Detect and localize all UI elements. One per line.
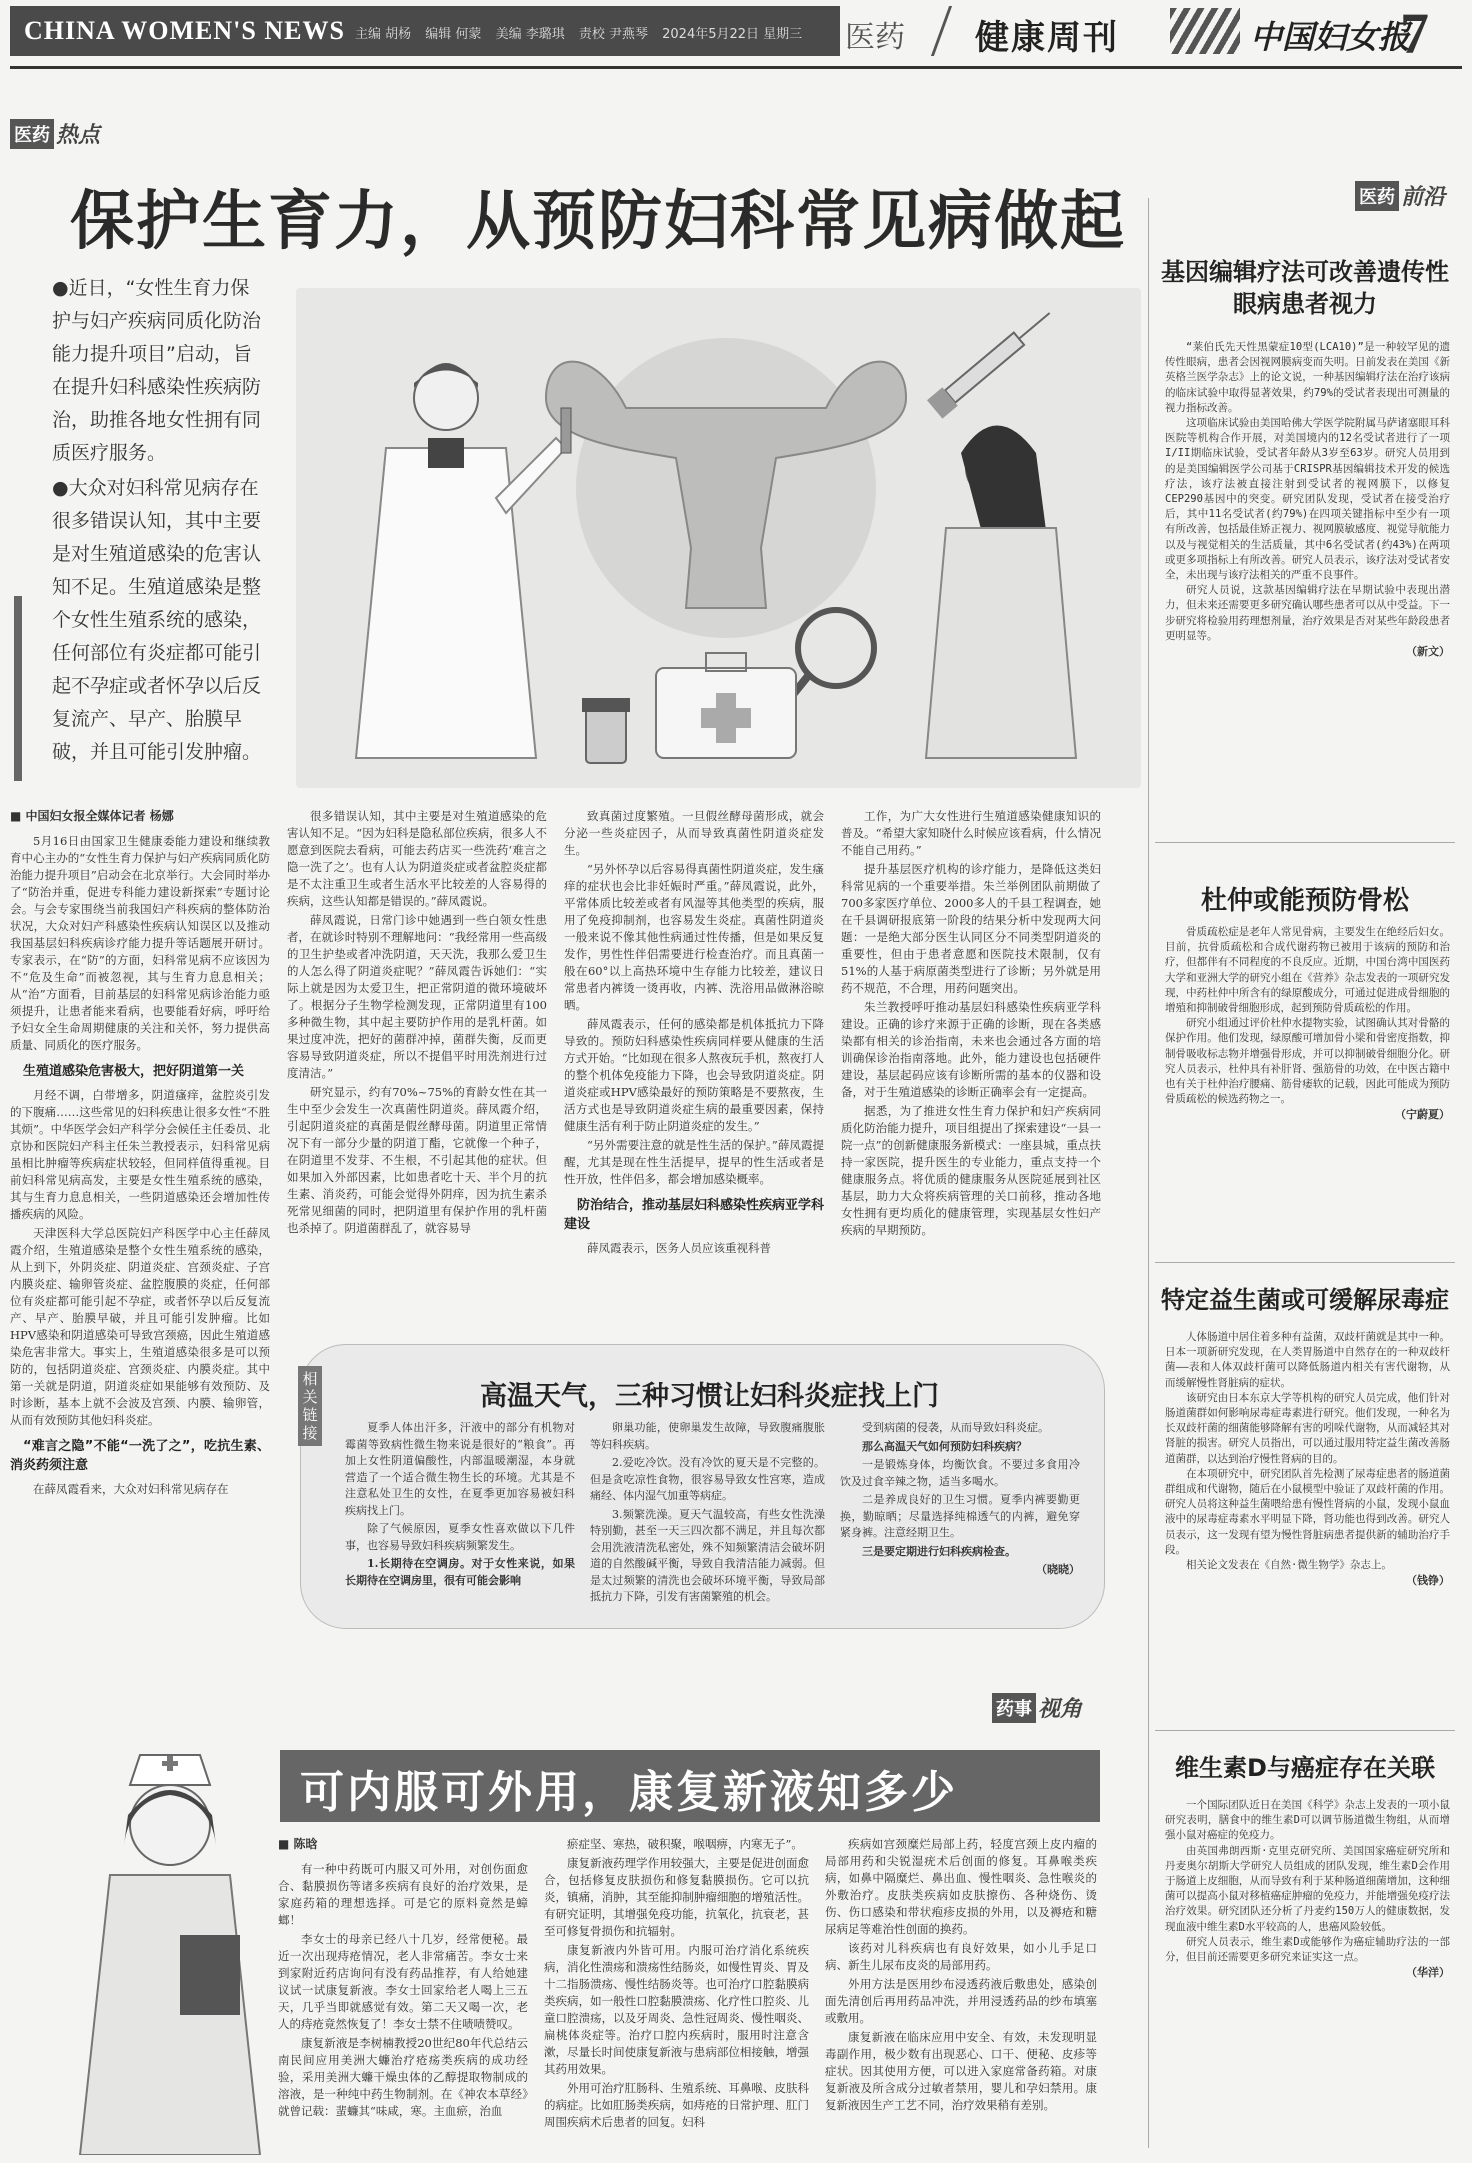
related-col3-p1: 受到病菌的侵袭，从而导致妇科炎症。: [862, 1421, 1049, 1434]
related-label: 相关链接: [298, 1366, 322, 1446]
nurse-svg: [70, 1745, 270, 2155]
second-col2-p1: 瘀症坚、寒热，破积聚，喉咽痹，内寒无子”。: [567, 1837, 803, 1851]
rail2-source: （宁蔚夏）: [1395, 1108, 1450, 1122]
tag-view-b: 视角: [1038, 1697, 1083, 1722]
related-source: （晓晓）: [1036, 1563, 1080, 1576]
lead-column-1: [10, 808, 270, 1808]
related-col1-p2: 除了气候原因，夏季女性喜欢做以下几件事，也容易导致妇科疾病频繁发生。: [345, 1522, 575, 1552]
rail-story-3: [1165, 1330, 1450, 1720]
rail-story-1: [1165, 340, 1450, 830]
lede-point-2: ●大众对妇科常见病存在很多错误认知，其中主要是对生殖道感染的危害认知不足。生殖道感染是整个女性生殖系统的感染，任何部位有炎症都可能引起不孕症或者怀孕以后反复流产、早产、胎膜早破，并且可能引发肿瘤。: [52, 477, 262, 763]
lead-column-2: [287, 808, 547, 1328]
lead-col1-p3: 天津医科大学总医院妇产科医学中心主任薛凤霞介绍，生殖道感染是整个女性生殖系统的感染，从上到下，外阴炎症、阴道炎症、宫颈炎症、子宫内膜炎症、输卵管炎症、盆腔腹膜的炎症，任何部位有炎症都可能引起不孕症，或者怀孕以后反复流产、早产、胎膜早破，并且可能引发肿瘤。比如HPV感染和阴道感染可导致宫颈癌，因此生殖道感染危害非常大。事实上，生殖道感染很多是可以预防的，包括阴道炎症、宫颈炎症、内膜炎症。其中第一关就是阴道，阴道炎症如果能够有效预防、及时诊断，基本上就不会波及宫颈、内膜、输卵管，从而有效预防其他妇科炎症。: [10, 1226, 270, 1427]
lead-col2-p1: 很多错误认知，其中主要是对生殖道感染的危害认知不足。“因为妇科是隐私部位疾病，很多人不愿意到医院去看病，可能去药店买一些洗药‘难言之隐一洗了之’。也有人认为阴道炎症或者盆腔炎症都是不太注重卫生或者生活水平比较差的人容易得的疾病，这些认知都是错误的。”薛凤霞说。: [287, 809, 547, 908]
rail-story-2: [1165, 925, 1450, 1275]
lead-col4-p4: 据悉，为了推进女性生育力保护和妇产疾病同质化防治能力提升，项目组提出了探索建设“一县一院一点”的创新健康服务新模式：一座县城，重点扶持一家医院，提升医生的专业能力，重点支持一个健康服务点。将优质的健康服务从医院延展到社区基层，助力大众将疾病管理的关口前移，推动各地女性拥有更均质化的健康管理，实现基层女性妇产疾病的早期预防。: [841, 1104, 1101, 1237]
rail-divider: [1148, 198, 1149, 2148]
patient-figure: [926, 426, 1076, 759]
lead-summary: [52, 272, 264, 771]
tag-view: [992, 1692, 1082, 1723]
test-tube-icon: [561, 408, 571, 453]
meta-date: 2024年5月22日 星期三: [662, 27, 803, 42]
second-col3-p3: 外用方法是医用纱布浸透药液后敷患处，感染创面先清创后再用药品冲洗，并用浸透药品的纱布填塞或敷用。: [825, 1977, 1097, 2025]
lead-col1-p1: 5月16日由国家卫生健康委能力建设和继续教育中心主办的“女性生育力保护与妇产疾病同质化防治能力提升项目”启动会在北京举行。大会同时举办了“防治并重，促进专科能力建设新探索”专题讨论会。与会专家围绕当前我国妇产科疾病的整体防治状况，大众对妇产科感染性疾病认知误区以及推动我国基层妇科疾病诊疗能力提升等话题展开研讨。专家表示，在“防”的方面，妇科常见病不应该因为不“危及生命”而被忽视，其与生育力息息相关；从“治”方面看，目前基层的妇科常见病诊治能力亟须提升，让患者能来看病，也要能看好病，呼吁给予妇女全生命周期健康的关注和关怀，努力提供高质量、同质化的医疗服务。: [10, 834, 270, 1052]
related-col3-p5: 三是要定期进行妇科疾病检查。: [862, 1544, 1016, 1558]
lead-subhead-3: 防治结合，推动基层妇科感染性疾病亚学科建设: [564, 1198, 824, 1232]
lede-accent-bar: [14, 596, 22, 781]
rail-sep-1: [1155, 842, 1455, 843]
rail1-p3: 研究人员说，这款基因编辑疗法在早期试验中表现出潜力，但未来还需要更多研究确认哪些患者可以从中受益。下一步研究将检验用药理想剂量，治疗效果是否对某些年龄段患者更明显等。: [1165, 584, 1450, 642]
second-col1-p2: 李女士的母亲已经八十几岁，经常便秘。最近一次出现痔疮情况，老人非常痛苦。李女士来到家附近药店询问有没有药品推荐，有人给她建议试一试康复新液。李女士回家给老人喝上三五天，几乎当即就感觉有效。第二天又喝一次，老人的痔疮竟然恢复了！李女士禁不住啧啧赞叹。: [278, 1932, 528, 2031]
paper-name-en: CHINA WOMEN'S NEWS: [24, 16, 345, 45]
related-col3-p4: 二是养成良好的卫生习惯。夏季内裤要勤更换，勤晾晒；尽量选择纯棉透气的内裤，避免穿紧身裤。注意经期卫生。: [840, 1493, 1080, 1539]
related-col2-p1: 卵巢功能，使卵巢发生故障，导致腹痛腹胀等妇科疾病。: [590, 1421, 825, 1451]
second-column-1: [278, 1836, 528, 2156]
rail-headline-1: 基因编辑疗法可改善遗传性眼病患者视力: [1161, 258, 1449, 318]
meta-editor-in-chief: 主编 胡杨: [355, 27, 412, 42]
meta-art-editor: 美编 李璐琪: [495, 27, 565, 42]
second-column-3: [825, 1836, 1097, 2156]
lead-col3-p1: 致真菌过度繁殖。一旦假丝酵母菌形成，就会分泌一些炎症因子，从而导致真菌性阴道炎症发生。: [564, 809, 824, 857]
lead-illustration: [296, 288, 1141, 788]
rail3-p2: 该研究由日本东京大学等机构的研究人员完成，他们针对肠道菌群如何影响尿毒症毒素进行研究。他们发现，一种名为长双歧杆菌的细菌能够降解有害的吲哚代谢物，从而减轻其对肾脏的损害。研究人员指出，可以通过服用特定益生菌改善肠道菌群，以达到治疗慢性肾病的目的。: [1165, 1391, 1450, 1465]
lead-column-4: [841, 808, 1101, 1328]
divider-slash: [931, 6, 979, 56]
lead-col2-p2: 薛凤霞说，日常门诊中她遇到一些白领女性患者，在就诊时特别不理解地问：“我经常用一些高级的卫生护垫或者冲洗阴道，天天洗，我那么爱卫生的人怎么得了阴道炎症呢？”薛凤霞告诉她们：“实际上就是因为太爱卫生，把正常阴道的微环境破坏了。根据分子生物学检测发现，正常阴道里有100多种微生物，其中起主要防护作用的是乳杆菌。如果过度冲洗，把好的菌群冲掉，菌群失衡，反而更容易导致阴道炎症，所以不提倡平时用洗剂进行过度清洁。”: [287, 913, 547, 1080]
medical-kit-icon: [656, 653, 796, 758]
masthead: [10, 1, 1462, 66]
rail3-p1: 人体肠道中居住着多种有益菌，双歧杆菌就是其中一种。日本一项新研究发现，在人类胃肠道中自然存在的一种双歧杆菌——表和人体双歧杆菌可以降低肠道内相关有害代谢物，从而缓解慢性肾脏病的症状。: [1165, 1331, 1450, 1389]
lead-column-3: [564, 808, 824, 1328]
second-column-2: [544, 1836, 809, 2156]
clipboard-icon: [180, 1935, 240, 2015]
rail-headline-3: 特定益生菌或可缓解尿毒症: [1161, 1286, 1449, 1314]
rail4-p2: 由英国弗朗西斯·克里克研究所、美国国家癌症研究所和丹麦奥尔胡斯大学研究人员组成的团队发现，维生素D会作用于肠道上皮细胞，从而导致有利于某种肠道细菌增加，这种细菌可以提高小鼠对移植癌症肿瘤的免疫力，并能增强免疫疗法治疗效果。研究团队还分析了丹麦约150万人的健康数据，发现血液中维生素D水平较高的人，患癌风险较低。: [1165, 1844, 1450, 1933]
lead-headline: 保护生育力，从预防妇科常见病做起: [70, 185, 1126, 259]
related-col1-p3: 1.长期待在空调房。对于女性来说，如果长期待在空调房里，很有可能会影响: [345, 1557, 575, 1587]
tag-hot-a: 医药: [10, 119, 54, 149]
rail3-p3: 在本项研究中，研究团队首先检测了尿毒症患者的肠道菌群组成和代谢物，随后在小鼠模型中验证了双歧杆菌的作用。研究人员将这种益生菌喂给患有慢性肾病的小鼠，发现小鼠血液中的尿毒症毒素水平明显下降，肾功能也得到改善。研究人员表示，这一发现有望为慢性肾脏病患者提供新的辅助治疗手段。: [1165, 1467, 1450, 1556]
rail4-p1: 一个国际团队近日在美国《科学》杂志上发表的一项小鼠研究表明，膳食中的维生素D可以调节肠道微生物组，从而增强小鼠对癌症的免疫力。: [1165, 1799, 1450, 1842]
rail3-p4: 相关论文发表在《自然·微生物学》杂志上。: [1186, 1559, 1392, 1572]
lead-col1-p2: 月经不调，白带增多，阴道瘙痒，盆腔炎引发的下腹痛……这些常见的妇科疾患让很多女性“不胜其烦”。中华医学会妇产科学分会候任主任委员、北京协和医院妇产科主任朱兰教授表示，妇科常见病虽相比肿瘤等疾病症状较轻，但同样值得重视。目前妇科常见病高发，主要是女性生殖系统的感染，其与生育力息息相关，一些阴道感染还会增加性传播疾病的风险。: [10, 1088, 270, 1221]
second-col2-p4: 外用可治疗肛肠科、生殖系统、耳鼻喉、皮肤科的病症。比如肛肠类疾病，如痔疮的日常护理、肛门周围疾病术后患者的回复。妇科: [544, 2081, 809, 2129]
second-byline: ■ 陈晗: [278, 1836, 528, 1853]
related-column-2: [590, 1420, 825, 1615]
lead-col4-p3: 朱兰教授呼吁推动基层妇科感染性疾病亚学科建设。正确的诊疗来源于正确的诊断，现在各类感染都有相关的诊治指南，未来也会通过各方面的培训确保诊治指南落地。此外，能力建设也包括硬件建设，基层起码应该有诊断所需的基本的仪器和设备，对于生殖道感染的诊断正确率会有一定提高。: [841, 1000, 1101, 1099]
tag-front: [1355, 180, 1445, 211]
section-name: 医药: [845, 20, 905, 55]
rail2-p1: 骨质疏松症是老年人常见骨病，主要发生在绝经后妇女。目前，抗骨质疏松和合成代谢药物已被用于该病的预防和治疗，但都伴有不同程度的不良反应。近期，中国台湾中国医药大学和亚洲大学的研究小组在《营养》杂志发表的一项研究发现，中药杜仲中所含有的绿原酸成分，可通过促进成骨细胞的增殖和抑制破骨细胞形成，起到预防骨质疏松的作用。: [1165, 926, 1450, 1015]
rail-sep-2: [1155, 1262, 1455, 1263]
related-col2-p2: 2.爱吃冷饮。没有冷饮的夏天是不完整的。但是贪吃凉性食物，很容易导致女性宫寒，造成痛经、体内湿气加重等病症。: [590, 1456, 825, 1502]
illustration-svg: [296, 288, 1141, 788]
tag-hot-b: 热点: [56, 123, 101, 148]
rail3-source: （钱铮）: [1406, 1574, 1450, 1588]
related-column-3: [840, 1420, 1080, 1615]
syringe-icon: [927, 304, 1057, 419]
lead-subhead-1: 生殖道感染危害极大，把好阴道第一关: [23, 1064, 245, 1079]
doctor-figure: [356, 363, 571, 758]
decorative-stripes: [1170, 8, 1240, 54]
second-col1-p3: 康复新液是李树楠教授20世纪80年代总结云南民间应用美洲大蠊治疗疮疡类疾病的成功经验，采用美洲大蠊干燥虫体的乙醇提取物制成的溶液，是一种纯中药生物制剂。在《神农本草经》就曾记载：蜚蠊其“味咸，寒。主血瘀，治血: [278, 2036, 528, 2118]
supplement-name: 健康周刊: [975, 18, 1119, 58]
lead-col3-p4: “另外需要注意的就是性生活的保护。”薛凤霞提醒，尤其是现在性生活提早，提早的性生活或者是性开放，性伴侣多，都会增加感染概率。: [564, 1138, 824, 1186]
rail4-p3: 研究人员表示，维生素D或能够作为癌症辅助疗法的一部分，但目前还需要更多研究来证实这一点。: [1165, 1935, 1450, 1964]
edition-meta: [355, 23, 812, 42]
tag-front-b: 前沿: [1401, 185, 1446, 210]
tag-hot: [10, 118, 100, 149]
tag-front-a: 医药: [1355, 181, 1399, 211]
lead-subhead-2: “难言之隐”不能“一洗了之”，吃抗生素、消炎药须注意: [10, 1439, 270, 1473]
related-column-1: [345, 1420, 575, 1615]
lead-col3-p3: 薛凤霞表示，任何的感染都是机体抵抗力下降导致的。预防妇科感染性疾病同样要从健康的生活方式开始。“比如现在很多人熬夜玩手机，熬夜打人的整个机体免疫能力下降，也会导致阴道炎症。阴道炎症或HPV感染最好的预防策略是不要熬夜，生活方式也是导致阴道炎症生病的最重要因素，保持健康生活有利于防止阴道炎症的发生。”: [564, 1017, 824, 1133]
lead-col4-p1: 工作，为广大女性进行生殖道感染健康知识的普及。“希望大家知晓什么时候应该看病，什么情况不能自己用药。”: [841, 809, 1101, 857]
related-col3-p3: 一是锻炼身体，均衡饮食。不要过多食用冷饮及过食辛辣之物，适当多喝水。: [840, 1458, 1080, 1488]
pill-bottle-icon: [582, 698, 630, 763]
paper-logo: 中国妇女报: [1250, 18, 1411, 56]
lede-point-1: ●近日，“女性生育力保护与妇产疾病同质化防治能力提升项目”启动，旨在提升妇科感染性疾病防治，助推各地女性拥有同质医疗服务。: [52, 277, 262, 464]
rail-headline-4: 维生素D与癌症存在关联: [1175, 1754, 1435, 1782]
second-col2-p3: 康复新液内外皆可用。内服可治疗消化系统疾病，消化性溃疡和溃疡性结肠炎，如慢性胃炎、胃及十二指肠溃疡、慢性结肠炎等。也可治疗口腔黏膜病类疾病，如一般性口腔黏膜溃疡、化疗性口腔炎、儿童口腔溃疡，以及牙周炎、急性冠周炎、慢性咽炎、扁桃体炎症等。治疗口腔内疾病时，服用时注意含漱，尽量长时间使康复新液与患病部位相接触，增强其药用效果。: [544, 1943, 809, 2076]
second-col3-p2: 该药对儿科疾病也有良好效果，如小儿手足口病、新生儿尿布皮炎的局部用药。: [825, 1941, 1097, 1972]
lead-col1-p4: 在薛凤霞看来，大众对妇科常见病存在: [33, 1482, 229, 1496]
lead-col2-p3: 研究显示，约有70%~75%的育龄女性在其一生中至少会发生一次真菌性阴道炎。薛凤霞介绍，引起阴道炎症的真菌是假丝酵母菌。阴道里正常情况下有一部分少量的阴道丁酯，它就像一个种子，在阴道里不发芽、不生根，不引起其他的症状。但如果加入外部因素，比如患者吃十天、半个月的抗生素、消炎药，可能会觉得外阴痒，因为抗生素杀死常见细菌的同时，把阴道里有保护作用的乳杆菌也杀掉了。阴道菌群乱了，就容易导: [287, 1085, 547, 1235]
second-col3-p1: 疾病如宫颈糜烂局部上药，轻度宫颈上皮内瘤的局部用药和尖锐湿疣术后创面的修复。耳鼻喉类疾病，如鼻中隔糜烂、鼻出血、慢性咽炎、急性喉炎的外敷治疗。皮肤类疾病如皮肤擦伤、各种烧伤、烫伤、伤口感染和带状疱疹皮损的外用，以及褥疮和糖尿病足等难治性创面的换药。: [825, 1837, 1097, 1936]
meta-proofreader: 责校 尹燕琴: [578, 27, 648, 42]
rail-sep-3: [1155, 1730, 1455, 1731]
tag-view-a: 药事: [992, 1693, 1036, 1723]
lead-col4-p2: 提升基层医疗机构的诊疗能力，是降低这类妇科常见病的一个重要举措。朱兰举例团队前期做了700多家医疗单位、2000多人的千县工程调查，她在千县调研报底第一阶段的结果分析中发现两大问题：一是绝大部分医生认同区分不同类型阴道炎的重要性，但由于患者意愿和医院技术限制，仅有51%的人基于病原菌类型进行了诊断；另外就是用药不规范，不合理，用药问题突出。: [841, 862, 1101, 995]
lead-col3-p2: “另外怀孕以后容易得真菌性阴道炎症，发生瘙痒的症状也会比非妊娠时严重。”薛凤霞说，此外，平常体质比较差或者有风湿等其他类型的疾病，服用了免疫抑制剂，也容易发生炎症。真菌性阴道炎一般来说不像其他性病通过性传播，但是如果反复发作，男性性伴侣需要进行检查治疗。而且真菌一般在60°以上高热环境中生存能力比较差，建议日常患者内裤烫一烫再收，内裤、洗浴用品做淋浴晾晒。: [564, 862, 824, 1012]
rail-story-4: [1165, 1798, 1450, 2153]
rail1-p2: 这项临床试验由美国哈佛大学医学院附属马萨诸塞眼耳科医院等机构合作开展，对美国境内的12名受试者进行了一项I/II期临床试验，受试者年龄从3岁至63岁。研究人员用到的是美国编辑医学公司基于CRISPR基因编辑技术开发的候选疗法，该疗法被直接注射到受试者的视网膜下，以修复CEP290基因中的突变。研究团队发现，受试者在接受治疗后，其中11名受试者(约79%)在四项关键指标中至少有一项有所改善，包括最佳矫正视力、视网膜敏感度、视觉导航能力以及与视觉相关的生活质量，其中6名受试者(约43%)在两项或更多项指标上有所改善。研究人员表示，该疗法对受试者安全，未出现与该疗法相关的严重不良事件。: [1165, 417, 1450, 582]
second-col3-p4: 康复新液在临床应用中安全、有效，未发现明显毒副作用，极少数有出现恶心、口干、便秘、皮疹等症状。因其使用方便，可以进入家庭常备药箱。对康复新液及所含成分过敏者禁用，婴儿和孕妇禁用。康复新液因生产工艺不同，治疗效果稍有差别。: [825, 2030, 1097, 2112]
page-number: 7: [1400, 1, 1429, 66]
masthead-bar: [10, 6, 840, 56]
rail-headline-2: 杜仲或能预防骨松: [1200, 886, 1409, 916]
meta-editor: 编辑 何蒙: [425, 27, 482, 42]
related-col2-p3: 3.频繁洗澡。夏天气温较高，有些女性洗澡特别勤，甚至一天三四次都不满足，并且每次都会用洗液清洗私密处，殊不知频繁清洁会破坏阴道的自然酸碱平衡，导致自我清洁能力减弱。但是太过频繁的清洗也会破坏环境平衡，导致局部抵抗力下降，引发有害菌繁殖的机会。: [590, 1507, 825, 1603]
second-col2-p2: 康复新液药理学作用较强大，主要是促进创面愈合，包括修复皮肤损伤和修复黏膜损伤。它可以抗炎，镇痛，消肿，其至能抑制肿瘤细胞的增殖活性。有研究证明，其增强免疫功能，抗氧化，抗衰老，甚至可修复骨损伤和抗辐射。: [544, 1856, 809, 1938]
header-rule: [10, 66, 1462, 69]
rail1-p1: “莱伯氏先天性黑蒙症10型(LCA10)”是一种较罕见的遗传性眼病，患者会因视网膜病变而失明。日前发表在美国《新英格兰医学杂志》上的论文说，一种基因编辑疗法在治疗该病的临床试验中取得显著效果，约79%的受试者表现出可测量的视力指标改善。: [1165, 341, 1450, 414]
second-col1-p1: 有一种中药既可内服又可外用，对创伤面愈合、黏膜损伤等诸多疾病有良好的治疗效果，是家庭药箱的理想选择。可是它的原料竟然是蟑螂！: [278, 1862, 528, 1927]
rail1-source: （新文）: [1406, 645, 1450, 659]
nurse-illustration: [70, 1745, 270, 2155]
rail4-source: （华洋）: [1406, 1966, 1450, 1980]
rail2-p2: 研究小组通过评价杜仲水提物实验，试图确认其对骨骼的保护作用。他们发现，绿原酸可增加骨小梁和骨密度指数，抑制骨吸收标志物并增强骨形成，并可以抑制破骨细胞分化。研究人员表示，杜仲具有补肝肾、强筋骨的功效，在中医古籍中也有关于杜仲治疗腰痛、筋骨痿软的记载，因此可能成为预防骨质疏松的候选药物之一。: [1165, 1017, 1450, 1106]
lead-col3-p5: 薛凤霞表示，医务人员应该重视科普: [587, 1241, 771, 1255]
second-headline: 可内服可外用，康复新液知多少: [300, 1767, 958, 1818]
related-col1-p1: 夏季人体出汗多，汗液中的部分有机物对霉菌等致病性微生物来说是很好的“粮食”。再加上女性阴道偏酸性，内部温暖潮湿，本身就营造了一个适合微生物生长的环境。尤其是不注意私处卫生的女性，在夏季更加容易被妇科疾病找上门。: [345, 1421, 575, 1517]
related-col3-p2: 那么高温天气如何预防妇科疾病？: [862, 1439, 1027, 1453]
related-title: 高温天气，三种习惯让妇科炎症找上门: [480, 1381, 939, 1412]
lead-byline: ■ 中国妇女报全媒体记者 杨娜: [10, 808, 270, 825]
